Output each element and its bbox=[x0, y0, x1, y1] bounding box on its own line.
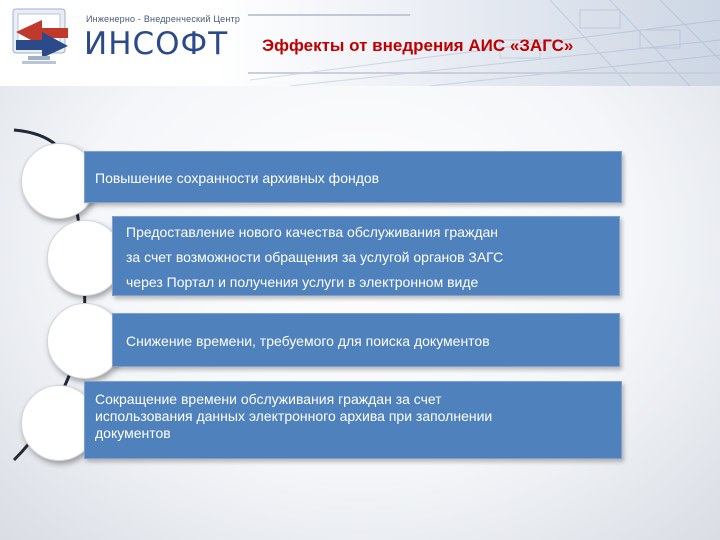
item-text-4 bbox=[95, 391, 492, 442]
logo-name: ИНСОФТ bbox=[84, 26, 229, 62]
item-4-line-3: документов bbox=[95, 425, 171, 441]
item-bar-1 bbox=[84, 151, 622, 203]
header-divider bbox=[248, 72, 720, 74]
slide-title: Эффекты от внедрения АИС «ЗАГС» bbox=[262, 36, 574, 55]
item-text-2 bbox=[126, 220, 503, 295]
item-2-line-1: Предоставление нового качества обслуживания граждан bbox=[126, 224, 499, 240]
logo-subtitle: Инженерно - Внедренческий Центр bbox=[86, 14, 241, 24]
item-text-3 bbox=[126, 331, 490, 351]
item-bar-4 bbox=[84, 381, 622, 459]
header bbox=[0, 0, 720, 86]
insoft-logo-icon bbox=[10, 6, 74, 68]
item-bar-2 bbox=[112, 216, 620, 296]
item-1-line-1: Повышение сохранности архивных фондов bbox=[95, 170, 380, 186]
item-4-line-1: Сокращение времени обслуживания граждан за счет bbox=[95, 391, 442, 407]
item-bar-3 bbox=[112, 313, 620, 367]
item-text-1 bbox=[95, 168, 379, 188]
item-2-line-2: за счет возможности обращения за услугой органов ЗАГС bbox=[126, 249, 504, 265]
item-2-line-3: через Портал и получения услуги в электронном виде bbox=[126, 274, 479, 290]
item-4-line-2: использования данных электронного архива при заполнении bbox=[95, 408, 493, 424]
title-divider bbox=[248, 14, 410, 16]
item-3-line-1: Снижение времени, требуемого для поиска документов bbox=[126, 333, 490, 349]
